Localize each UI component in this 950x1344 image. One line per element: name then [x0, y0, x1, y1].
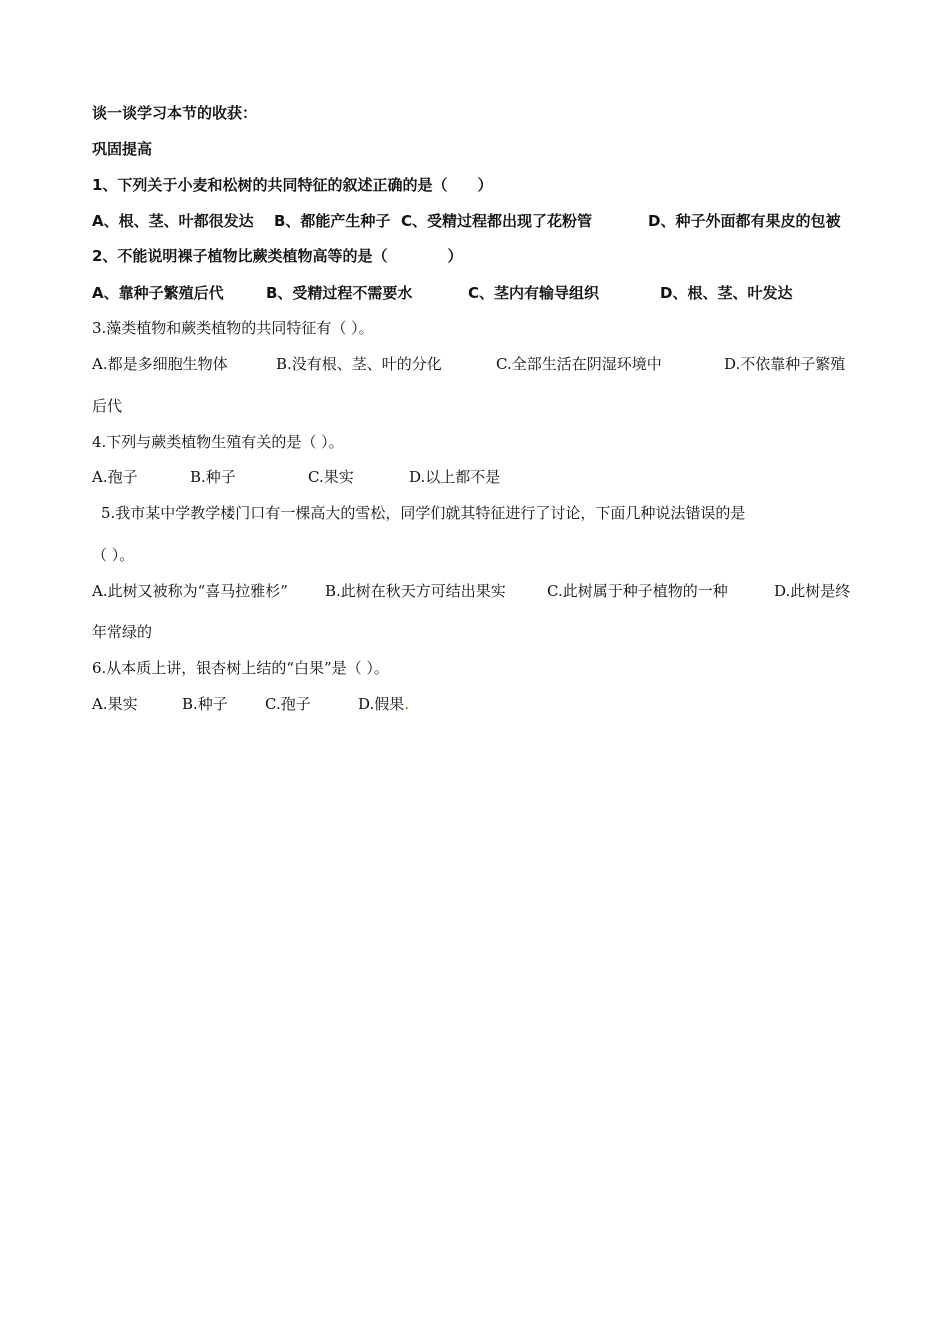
q6-trailing-mark: . — [404, 695, 410, 713]
q1-option-c: C、受精过程都出现了花粉管 — [401, 212, 593, 230]
q6-stem: 6.从本质上讲，银杏树上结的“白果”是（ ）。 — [92, 659, 389, 677]
q6-option-d-text: D.假果 — [358, 695, 405, 713]
q6-option-b: B.种子 — [182, 695, 228, 713]
q5-stem: 5.我市某中学教学楼门口有一棵高大的雪松，同学们就其特征进行了讨论，下面几种说法错误的是 — [101, 504, 746, 522]
q3-option-d-wrap: 后代 — [92, 397, 123, 415]
q4-stem: 4.下列与蕨类植物生殖有关的是（ ）。 — [92, 433, 344, 451]
q6-option-a: A.果实 — [92, 695, 138, 713]
q4-option-c: C.果实 — [308, 468, 354, 486]
q5-option-d-wrap: 年常绿的 — [92, 623, 153, 641]
q2-option-d: D、根、茎、叶发达 — [660, 284, 793, 302]
q3-stem: 3.藻类植物和蕨类植物的共同特征有（ ）。 — [92, 319, 374, 337]
q2-stem: 2、不能说明裸子植物比蕨类植物高等的是（ ） — [92, 247, 463, 265]
q5-option-c: C.此树属于种子植物的一种 — [547, 582, 728, 600]
q1-stem: 1、下列关于小麦和松树的共同特征的叙述正确的是（ ） — [92, 176, 493, 194]
q6-option-c: C.孢子 — [265, 695, 311, 713]
q2-option-a: A、靠种子繁殖后代 — [92, 284, 224, 302]
q5-option-d: D.此树是终 — [774, 582, 851, 600]
q4-option-d: D.以上都不是 — [409, 468, 501, 486]
q1-option-a: A、根、茎、叶都很发达 — [92, 212, 254, 230]
q3-option-b: B.没有根、茎、叶的分化 — [276, 355, 442, 373]
q3-option-d: D.不依靠种子繁殖 — [724, 355, 846, 373]
q2-option-b: B、受精过程不需要水 — [266, 284, 413, 302]
q5-option-a: A.此树又被称为“喜马拉雅杉” — [92, 582, 288, 600]
q3-option-a: A.都是多细胞生物体 — [92, 355, 228, 373]
heading-consolidate: 巩固提高 — [92, 140, 153, 158]
q4-option-a: A.孢子 — [92, 468, 138, 486]
q1-option-d: D、种子外面都有果皮的包被 — [648, 212, 841, 230]
q3-option-c: C.全部生活在阴湿环境中 — [496, 355, 662, 373]
q6-option-d — [358, 694, 409, 714]
q5-stem-wrap: （ ）。 — [92, 546, 135, 564]
heading-reflect: 谈一谈学习本节的收获： — [92, 104, 258, 122]
q5-option-b: B.此树在秋天方可结出果实 — [325, 582, 506, 600]
q2-option-c: C、茎内有输导组织 — [468, 284, 600, 302]
q1-option-b: B、都能产生种子 — [274, 212, 391, 230]
q4-option-b: B.种子 — [190, 468, 236, 486]
